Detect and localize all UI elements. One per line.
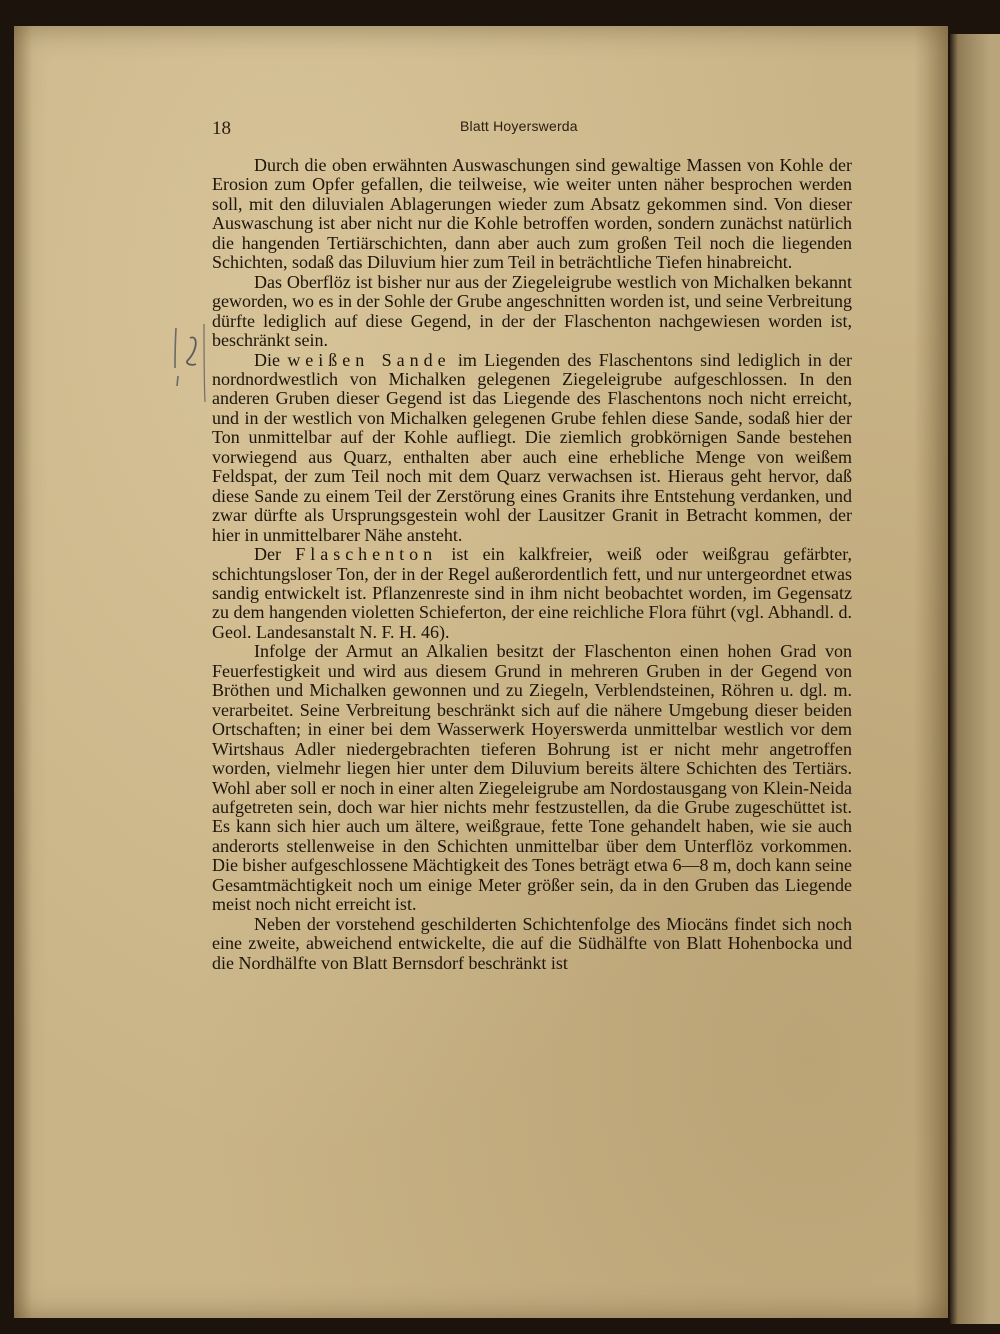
paragraph-weisse-sande (212, 351, 852, 546)
spaced-term-flaschenton: Flaschenton (295, 544, 438, 565)
spaced-term-weisse-sande: weißen Sande (287, 349, 451, 370)
paragraph-rest: im Liegenden des Flaschentons sind lediglich in der nordnordwestlich von Michalken gelegenen Ziegeleigrube aufgeschlossen. In den anderen Gruben dieser Gegend ist das Liegende des Flaschentons noch nicht erreicht, und in der westlich von Michalken gelegenen Grube fehlen diese Sande, sodaß hier der Ton unmittelbar auf der Kohle aufliegt. Die ziemlich grobkörnigen Sande bestehen vorwiegend aus Quarz, enthalten aber auch eine erhebliche Menge von weißem Feldspat, der zum Teil noch mit dem Quarz verwachsen ist. Hieraus geht hervor, daß diese Sande zu einem Teil der Zerstörung eines Granits ihre Entstehung verdanken, und zwar dürfte als Ursprungsgestein wohl der Lausitzer Granit in Betracht kommen, der hier in unmittelbarer Nähe ansteht. (212, 349, 852, 545)
running-header (212, 118, 852, 142)
paragraph-flaschenton (212, 545, 852, 642)
pencil-margin-mark (168, 316, 212, 406)
paragraph-erosion: Durch die oben erwähnten Auswaschungen sind gewaltige Massen von Kohle der Erosion zum Opfer gefallen, die teilweise, wie weiter unten näher besprochen werden soll, mit den diluvialen Ablagerungen wieder zum Absatz gekommen sind. Von dieser Auswaschung ist aber nicht nur die Kohle betroffen worden, sondern zunächst natürlich die hangenden Tertiärschichten, dann aber auch zum großen Teil noch die liegenden Schichten, sodaß das Diluvium hier zum Teil in beträchtliche Tiefen hinabreicht. (212, 155, 852, 273)
paragraph-lead: Der (254, 544, 296, 565)
paragraph-lead: Die (254, 349, 288, 370)
sheet-title: Blatt Hoyerswerda (460, 118, 578, 134)
adjacent-page-edge (950, 34, 1000, 1324)
paragraph-rest: ist ein kalkfreier, weiß oder weißgrau gefärbter, schichtungsloser Ton, der in der Regel außerordentlich fett, und nur untergeordnet etwas sandig entwickelt ist. Pflanzenreste sind in ihm nicht beobachtet worden, im Gegensatz zu dem hangenden violetten Schieferton, der eine reichliche Flora führt (vgl. Abhandl. d. Geol. Landesanstalt N. F. H. 46). (212, 544, 852, 642)
paragraph-feuerfestigkeit: Infolge der Armut an Alkalien besitzt der Flaschenton einen hohen Grad von Feuerfestigkeit und wird aus diesem Grund in mehreren Gruben in der Gegend von Bröthen und Michalken gewonnen und zu Ziegeln, Verblendsteinen, Röhren u. dgl. m. verarbeitet. Seine Verbreitung beschränkt sich auf die nähere Umgebung dieser beiden Ortschaften; in einer bei dem Wasserwerk Hoyerswerda unmittelbar westlich vor dem Wirtshaus Adler niedergebrachten tieferen Bohrung ist er nicht mehr angetroffen worden, vielmehr liegen hier unter dem Diluvium bereits ältere Schichten des Tertiärs. Wohl aber soll er noch in einer alten Ziegeleigrube am Nordostausgang von Klein-Neida aufgetreten sein, doch war hier nichts mehr festzustellen, da die Grube zugeschüttet ist. Es kann sich hier auch um ältere, weißgraue, fette Tone gehandelt haben, wie sie auch anderorts stellenweise in den Schichten unmittelbar über dem Unterflöz vorkommen. Die bisher aufgeschlossene Mächtigkeit des Tones beträgt etwa 6—8 m, doch kann seine Gesamtmächtigkeit noch um einige Meter größer sein, da in den Gruben das Liegende meist noch nicht erreicht ist. (212, 641, 852, 915)
paragraph-oberfloez: Das Oberflöz ist bisher nur aus der Ziegeleigrube westlich von Michalken bekannt geworden, wo es in der Sohle der Grube angeschnitten worden ist, und seine Verbreitung dürfte lediglich auf diese Gegend, in der der Flaschenton nachgewiesen worden ist, beschränkt sein. (212, 271, 853, 351)
body-text (212, 156, 852, 973)
page-number: 18 (212, 118, 231, 139)
paragraph-miocaen: Neben der vorstehend geschilderten Schichtenfolge des Miocäns findet sich noch eine zweite, abweichend entwickelte, die auf die Südhälfte von Blatt Hohenbocka und die Nordhälfte von Blatt Bernsdorf beschränkt ist (212, 913, 852, 973)
